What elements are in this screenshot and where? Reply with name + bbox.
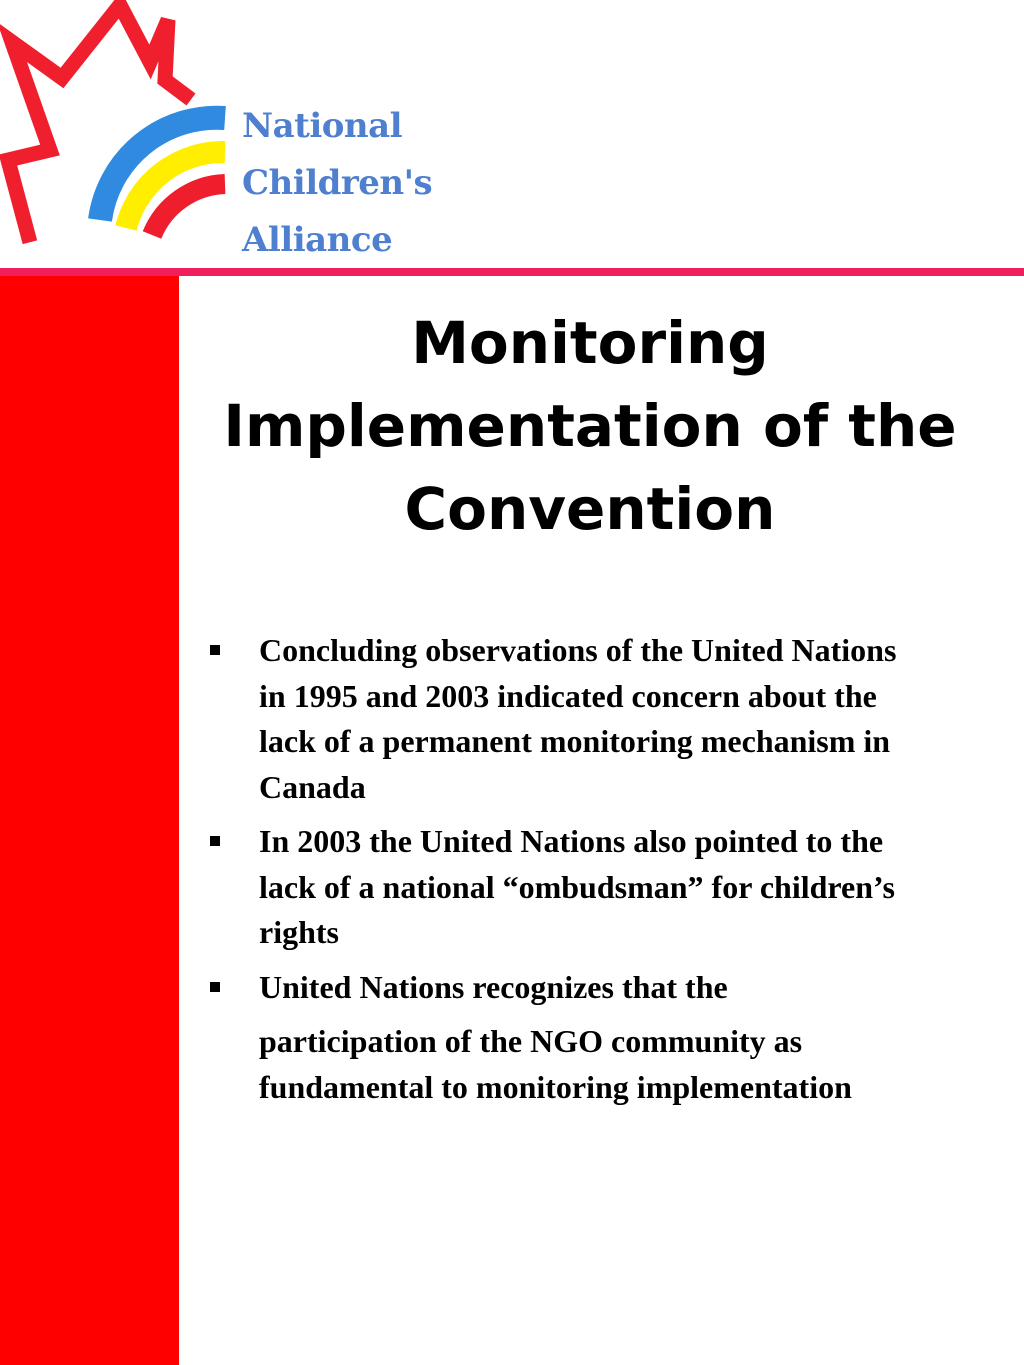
maple-leaf-rainbow-icon — [0, 0, 240, 255]
bullet-text-line: lack of a national “ombudsman” for children’s — [259, 868, 895, 905]
bullet-text-line: Canada — [259, 768, 366, 805]
bullet-text-line: fundamental to monitoring implementation — [259, 1068, 852, 1105]
header-divider — [0, 268, 1024, 276]
organization-name-line: Children's — [242, 163, 433, 203]
bullet-text-line: in 1995 and 2003 indicated concern about the — [259, 677, 877, 714]
slide-title-line: Convention — [404, 475, 776, 543]
organization-name — [242, 98, 432, 269]
bullet-text-line: United Nations recognizes that the — [259, 968, 728, 1005]
bullet-item — [205, 819, 1020, 956]
square-bullet-icon — [210, 645, 220, 655]
bullet-text-line: lack of a permanent monitoring mechanism in — [259, 723, 891, 759]
bullet-text-line: Concluding observations of the United Nations — [259, 632, 897, 668]
slide-title — [190, 302, 990, 551]
bullet-item — [205, 965, 1020, 1111]
slide-title-line: Implementation of the — [223, 392, 957, 460]
square-bullet-icon — [210, 982, 220, 992]
bullet-text-line: participation of the NGO community as — [259, 1023, 803, 1059]
organization-name-line: National — [242, 106, 403, 146]
bullet-text-line: In 2003 the United Nations also pointed to the — [259, 823, 884, 859]
organization-name-line: Alliance — [242, 220, 393, 260]
bullet-text-line: rights — [259, 914, 339, 950]
header — [0, 0, 1024, 268]
slide-title-line: Monitoring — [411, 309, 769, 377]
square-bullet-icon — [210, 836, 220, 846]
red-sidebar — [0, 276, 179, 1365]
bullet-item — [205, 628, 1020, 810]
bullet-list — [205, 628, 1020, 1119]
